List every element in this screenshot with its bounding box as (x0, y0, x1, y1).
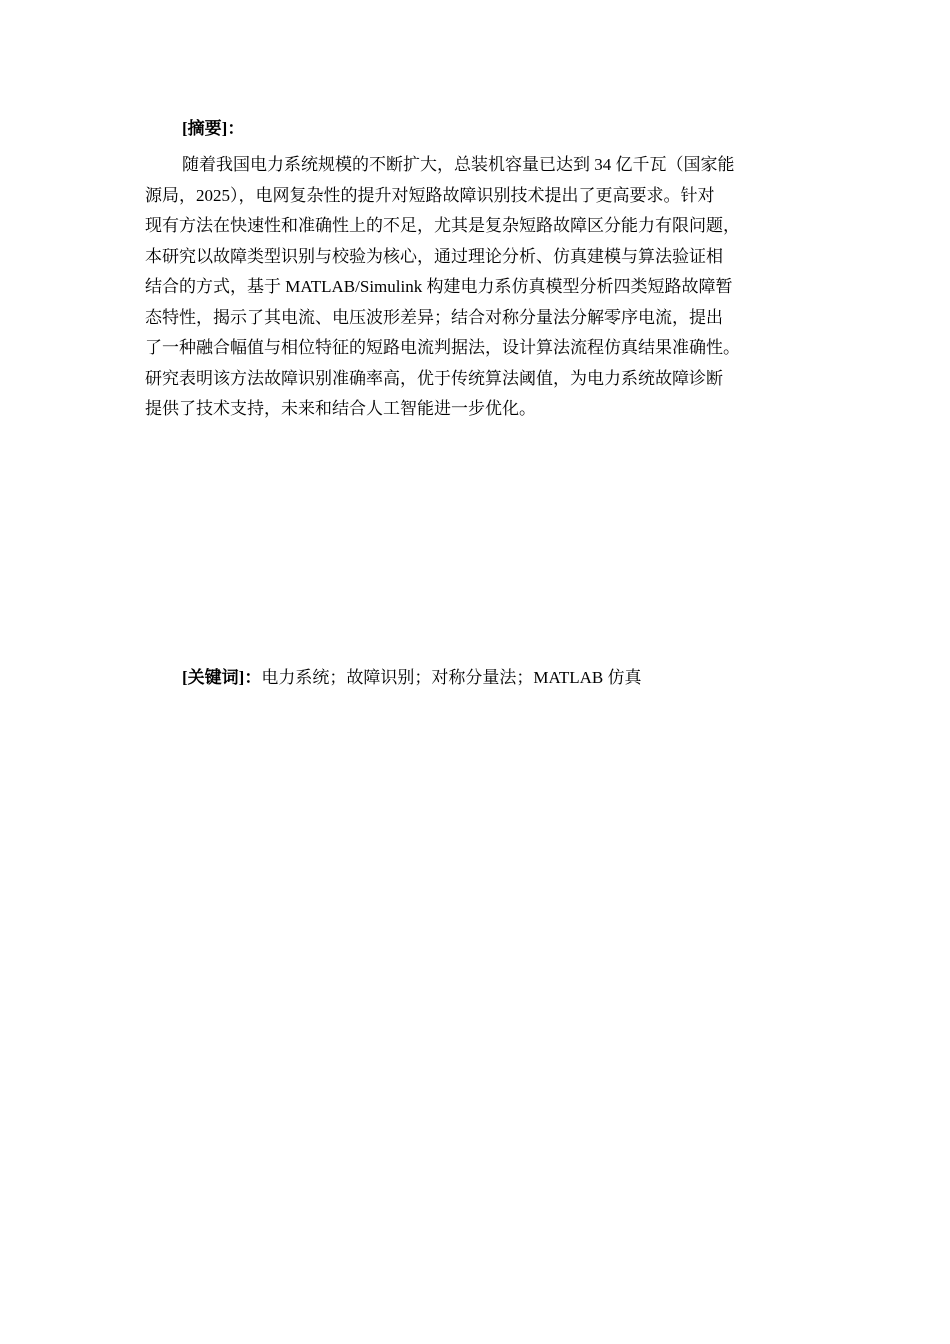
abstract-body (145, 150, 825, 425)
keywords-text: 电力系统；故障识别；对称分量法；MATLAB 仿真 (261, 668, 642, 687)
keywords-paragraph (182, 666, 641, 690)
abstract-line: 态特性，揭示了其电流、电压波形差异；结合对称分量法分解零序电流，提出 (145, 307, 723, 327)
abstract-line: 结合的方式，基于 MATLAB/Simulink 构建电力系仿真模型分析四类短路故障暂 (145, 277, 733, 296)
abstract-line: 随着我国电力系统规模的不断扩大，总装机容量已达到 34 亿千瓦（国家能 (182, 155, 735, 174)
abstract-heading: [摘要]： (182, 119, 245, 138)
abstract-line: 本研究以故障类型识别与校验为核心，通过理论分析、仿真建模与算法验证相 (145, 246, 723, 266)
abstract-line: 提供了技术支持，未来和结合人工智能进一步优化。 (145, 399, 536, 418)
abstract-line: 了一种融合幅值与相位特征的短路电流判据法，设计算法流程仿真结果准确性。 (145, 338, 740, 357)
abstract-line: 现有方法在快速性和准确性上的不足，尤其是复杂短路故障区分能力有限问题， (145, 216, 740, 235)
keywords-label: [关键词]： (182, 668, 262, 687)
abstract-line: 源局，2025），电网复杂性的提升对短路故障识别技术提出了更高要求。针对 (145, 185, 715, 205)
abstract-line: 研究表明该方法故障识别准确率高，优于传统算法阈值，为电力系统故障诊断 (145, 368, 723, 388)
